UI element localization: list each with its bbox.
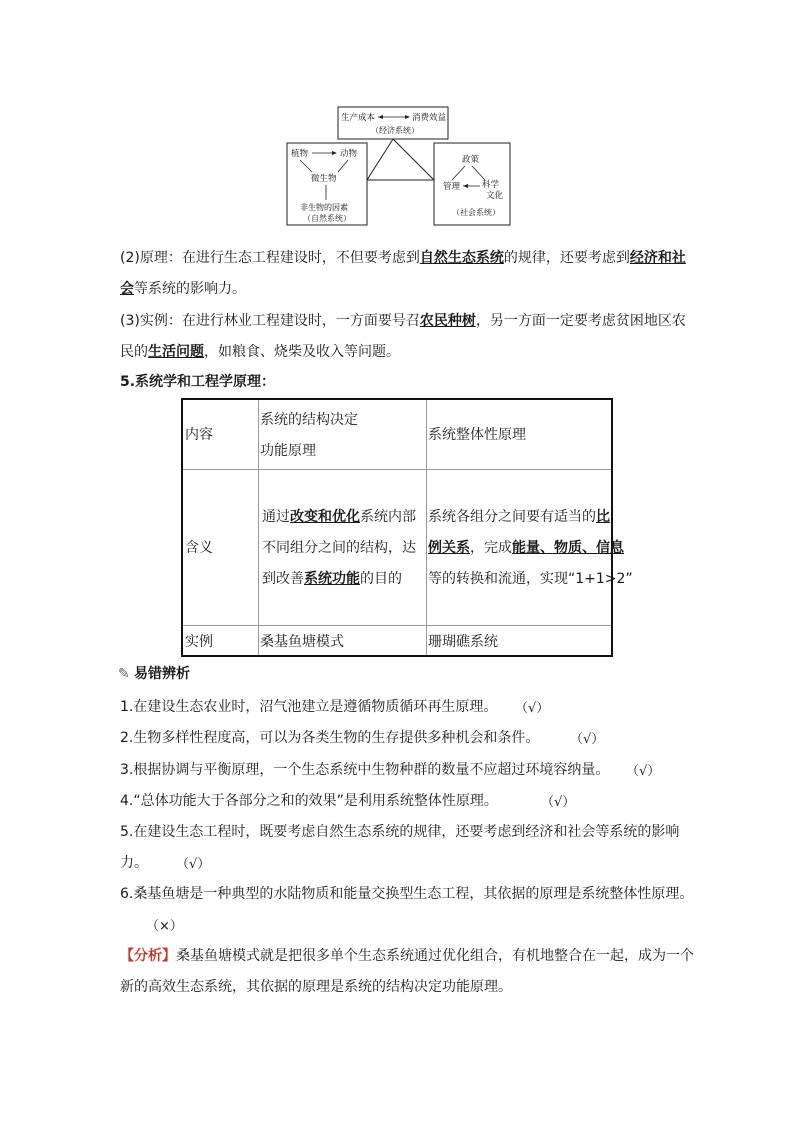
row-meaning-label: 含义 — [185, 540, 213, 556]
header-structure-line2: 功能原理 — [260, 443, 316, 459]
text: 的规律，还要考虑到 — [503, 250, 630, 266]
meaning-col3-line1: 系统各组分之间要有适当的比 — [428, 509, 610, 525]
label-culture: 文化 — [486, 191, 504, 201]
principles-table — [181, 398, 633, 657]
item-2-mark: （√） — [570, 732, 605, 747]
analysis-line2: 新的高效生态系统，其依据的原理是系统的结构决定功能原理。 — [120, 979, 512, 995]
key-term: 经济和社 — [629, 250, 686, 266]
key-term: 自然生态系统 — [419, 250, 504, 266]
section-5-title: 5.系统学和工程学原理： — [120, 374, 276, 390]
item-6-mark: （×） — [146, 919, 183, 934]
key-term: 农民种树 — [419, 313, 476, 329]
text: 等系统的影响力。 — [134, 281, 246, 297]
label-science: 科学 — [482, 180, 500, 190]
label-microbe: 微生物 — [311, 174, 337, 184]
item-4: 4.“总体功能大于各部分之和的效果”是利用系统整体性原理。 — [120, 793, 498, 809]
analysis-tag: 【分析】 — [120, 948, 176, 964]
text: (2)原理：在进行生态工程建设时，不但要考虑到 — [120, 250, 420, 266]
label-natural-system: （自然系统） — [303, 214, 351, 223]
errors-heading — [118, 664, 190, 684]
meaning-col2-line3: 到改善系统功能的目的 — [262, 571, 402, 587]
item-5-mark: （√） — [176, 857, 211, 872]
meaning-col3-line2: 例关系，完成能量、物质、信息 — [428, 540, 624, 556]
label-social-system: （社会系统） — [452, 208, 500, 217]
example-line-2 — [120, 342, 400, 362]
key-term: 生活问题 — [148, 344, 204, 360]
item-5-line1: 5.在建设生态工程时，既要考虑自然生态系统的规律，还要考虑到经济和社会等系统的影响 — [120, 824, 680, 840]
header-content: 内容 — [185, 427, 213, 443]
item-3: 3.根据协调与平衡原理，一个生态系统中生物种群的数量不应超过环境容纳量。 — [120, 762, 610, 778]
row-example-label: 实例 — [185, 634, 213, 650]
ecosystem-diagram — [0, 0, 794, 240]
item-2: 2.生物多样性程度高，可以为各类生物的生存提供多种机会和条件。 — [120, 730, 540, 746]
item-5-line2: 力。 — [120, 855, 148, 871]
label-abiotic-factors: 非生物的因素 — [300, 203, 348, 212]
label-plant: 植物 — [291, 149, 309, 159]
example-col3: 珊瑚礁系统 — [428, 634, 498, 650]
analysis-text: 桑基鱼塘模式就是把很多单个生态系统通过优化组合，有机地整合在一起，成为一个 — [176, 948, 694, 964]
item-6-line1: 6.桑基鱼塘是一种典型的水陆物质和能量交换型生态工程，其依据的原理是系统整体性原理。 — [120, 886, 694, 902]
principle-line-2 — [120, 279, 246, 299]
example-line-1 — [120, 311, 686, 331]
label-animal: 动物 — [340, 149, 358, 159]
header-structure-line1: 系统的结构决定 — [260, 412, 358, 428]
pencil-icon: ✎ — [118, 666, 130, 682]
item-4-mark: （√） — [541, 795, 576, 810]
label-management: 管理 — [443, 182, 461, 192]
example-col2: 桑基鱼塘模式 — [260, 634, 344, 650]
header-integrity: 系统整体性原理 — [428, 427, 526, 443]
key-term: 会 — [120, 281, 134, 297]
principle-line-1 — [120, 248, 686, 268]
label-policy: 政策 — [462, 155, 480, 165]
label-consumption-benefit: 消费效益 — [412, 113, 447, 123]
errors-title: 易错辨析 — [134, 666, 190, 682]
label-economic-system: （经济系统） — [371, 126, 419, 135]
meaning-col2-line1: 通过改变和优化系统内部 — [262, 509, 416, 525]
item-3-mark: （√） — [626, 764, 661, 779]
item-1-mark: （√） — [515, 701, 550, 716]
text: (3)实例：在进行林业工程建设时，一方面要号召 — [120, 313, 420, 329]
meaning-col3-line3: 等的转换和流通，实现“1+1>2” — [428, 571, 633, 587]
item-1: 1.在建设生态农业时，沼气池建立是遵循物质循环再生原理。 — [120, 699, 498, 715]
text: 民的 — [120, 344, 148, 360]
label-production-cost: 生产成本 — [341, 113, 376, 123]
meaning-col2-line2: 不同组分之间的结构，达 — [262, 540, 416, 556]
text: ，如粮食、烧柴及收入等问题。 — [204, 344, 400, 360]
analysis-line1 — [120, 946, 694, 966]
text: ，另一方面一定要考虑贫困地区农 — [475, 313, 686, 329]
